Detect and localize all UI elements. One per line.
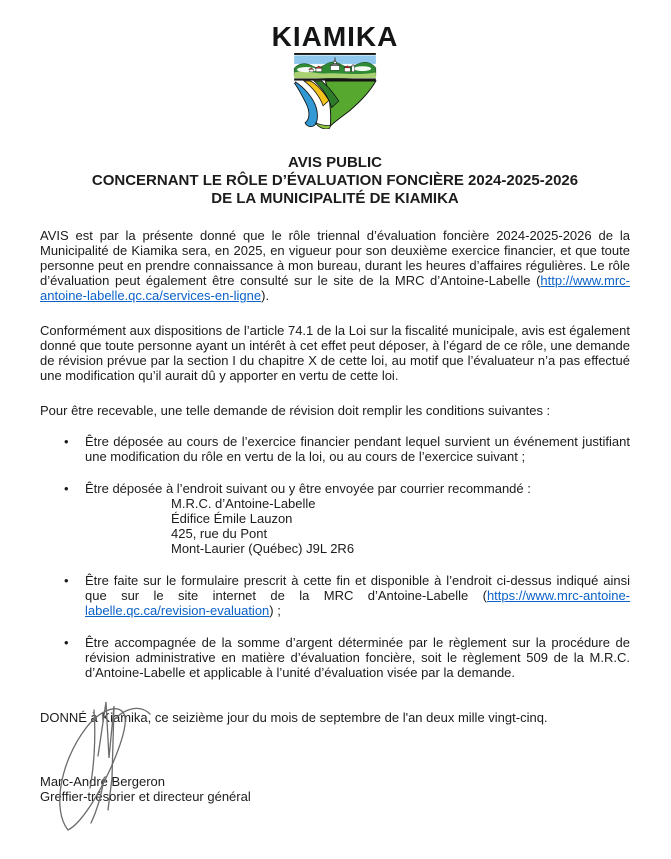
conditions-list bbox=[40, 434, 630, 680]
condition-deadline-text: Être déposée au cours de l’exercice financier pendant lequel survient un événement justifiant une modification du rôle en vertu de la loi, ou au cours de l’exercice suivant ; bbox=[85, 434, 630, 464]
list-item bbox=[40, 635, 630, 680]
address-line-city: Mont-Laurier (Québec) J9L 2R6 bbox=[171, 541, 355, 556]
paragraph-notice-intro bbox=[40, 228, 630, 303]
paragraph-article-74: Conformément aux dispositions de l’article 74.1 de la Loi sur la fiscalité municipale, avis est également donné que toute personne ayant un intérêt à cet effet peut déposer, à l’égard de ce rôle, une demande de révision prévue par la section I du chapitre X de cette loi, au motif que l’évaluateur n’a pas effectué une modification qu’il aurait dû y apporter en vertu de cette loi. bbox=[40, 323, 630, 383]
list-item bbox=[40, 573, 630, 618]
notice-title-line1: AVIS PUBLIC bbox=[288, 154, 382, 171]
notice-title-line3: DE LA MUNICIPALITÉ DE KIAMIKA bbox=[211, 190, 459, 207]
document-header bbox=[40, 0, 630, 129]
address-line-street: 425, rue du Pont bbox=[171, 526, 268, 541]
list-item bbox=[40, 434, 630, 464]
services-en-ligne-link[interactable]: http://www.mrc-antoine-labelle.qc.ca/services-en-ligne bbox=[40, 273, 630, 303]
bullet-icon: • bbox=[64, 434, 69, 449]
signatory-name: Marc-André Bergeron bbox=[40, 774, 165, 789]
condition-form bbox=[85, 573, 630, 618]
address-line-building: Édifice Émile Lauzon bbox=[171, 511, 293, 526]
signatory-block bbox=[40, 774, 630, 804]
bullet-icon: • bbox=[64, 573, 69, 588]
mailing-address bbox=[171, 496, 630, 556]
condition-form-tail: ) ; bbox=[269, 603, 281, 618]
list-item bbox=[40, 481, 630, 556]
paragraph-intro-text: AVIS est par la présente donné que le rôle triennal d’évaluation foncière 2024-2025-2026 de la Municipalité de Kiamika sera, en 2025, en vigueur pour son deuxième exercice financier, et que toute personne peut en prendre connaissance à mon bureau, durant les heures d’affaires régulières. Le rôle d’évaluation peut également être consulté sur le site de la MRC d’Antoine-Labelle ( bbox=[40, 228, 630, 288]
given-at-line: DONNÉ à Kiamika, ce seizième jour du mois de septembre de l'an deux mille vingt-cinq. bbox=[40, 710, 548, 725]
condition-filing-place bbox=[85, 481, 630, 556]
condition-form-text: Être faite sur le formulaire prescrit à cette fin et disponible à l’endroit ci-dessus indiqué ainsi que sur le site internet de la MRC d’Antoine-Labelle ( bbox=[85, 573, 630, 603]
notice-title-line2: CONCERNANT LE RÔLE D’ÉVALUATION FONCIÈRE 2024-2025-2026 bbox=[91, 172, 579, 189]
notice-title bbox=[40, 154, 630, 208]
bullet-icon: • bbox=[64, 635, 69, 650]
revision-evaluation-link[interactable]: https://www.mrc-antoine-labelle.qc.ca/revision-evaluation bbox=[85, 588, 630, 618]
condition-payment-text: Être accompagnée de la somme d’argent déterminée par le règlement sur la procédure de révision administrative en matière d’évaluation foncière, soit le règlement 509 de la M.R.C. d’Antoine-Labelle et applicable à l’unité d’évaluation visée par la demande. bbox=[85, 635, 630, 680]
address-line-organization: M.R.C. d’Antoine-Labelle bbox=[171, 496, 316, 511]
bullet-icon: • bbox=[64, 481, 69, 496]
paragraph-intro-tail: ). bbox=[261, 288, 270, 303]
kiamika-wordmark: KIAMIKA bbox=[271, 21, 399, 52]
condition-filing-place-text: Être déposée à l’endroit suivant ou y être envoyée par courrier recommandé : bbox=[85, 481, 531, 496]
paragraph-conditions-intro: Pour être recevable, une telle demande de révision doit remplir les conditions suivantes : bbox=[40, 403, 551, 418]
kiamika-village-emblem-icon bbox=[287, 53, 383, 129]
signatory-title: Greffier-trésorier et directeur général bbox=[40, 789, 251, 804]
